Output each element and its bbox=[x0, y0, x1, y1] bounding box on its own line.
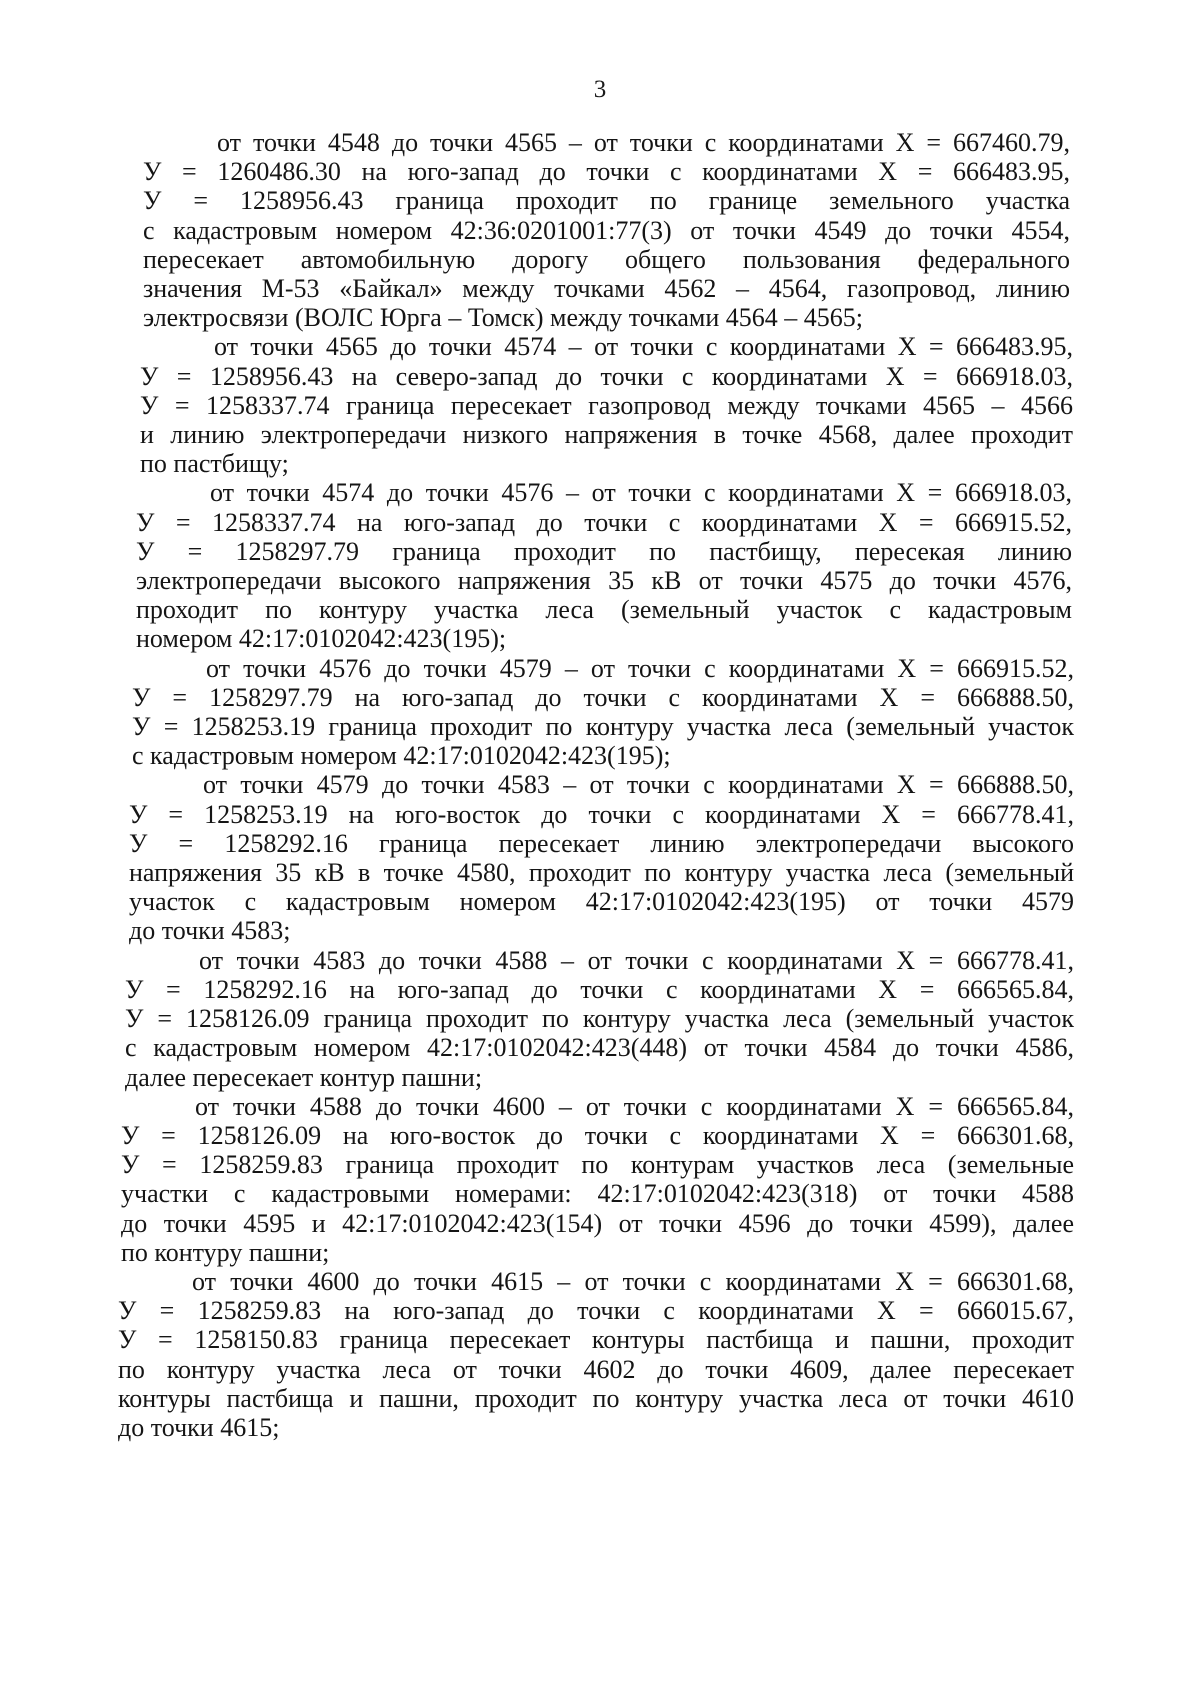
text-line: У = 1258337.74 граница пересекает газопровод между точками 4565 – 4566 bbox=[140, 390, 1073, 420]
text-line: У = 1258956.43 на северо-запад до точки с координатами Х = 666918.03, bbox=[140, 361, 1073, 391]
text-line: с кадастровым номером 42:17:0102042:423(195); bbox=[132, 741, 671, 771]
text-line: значения М-53 «Байкал» между точками 4562 – 4564, газопровод, линию bbox=[143, 274, 1070, 304]
text-line: по контуру пашни; bbox=[121, 1237, 330, 1267]
boundary-paragraph-4588-4600 bbox=[0, 1092, 1200, 1267]
page-number: 3 bbox=[593, 76, 607, 103]
text-line: от точки 4583 до точки 4588 – от точки с координатами Х = 666778.41, bbox=[199, 945, 1074, 975]
boundary-paragraph-4565-4574 bbox=[0, 332, 1200, 478]
text-line: электропередачи высокого напряжения 35 кВ от точки 4575 до точки 4576, bbox=[136, 566, 1072, 596]
text-line: от точки 4565 до точки 4574 – от точки с координатами Х = 666483.95, bbox=[214, 332, 1073, 362]
text-line: от точки 4600 до точки 4615 – от точки с координатами Х = 666301.68, bbox=[192, 1266, 1074, 1296]
text-line: до точки 4615; bbox=[118, 1412, 280, 1442]
text-line: У = 1258297.79 на юго-запад до точки с координатами Х = 666888.50, bbox=[132, 682, 1074, 712]
text-line: У = 1258259.83 на юго-запад до точки с координатами Х = 666015.67, bbox=[118, 1296, 1074, 1326]
text-line: напряжения 35 кВ в точке 4580, проходит по контуру участка леса (земельный bbox=[129, 858, 1074, 888]
boundary-paragraph-4574-4576 bbox=[0, 478, 1200, 653]
text-line: от точки 4548 до точки 4565 – от точки с координатами Х = 667460.79, bbox=[217, 128, 1070, 157]
text-line: У = 1260486.30 на юго-запад до точки с координатами Х = 666483.95, bbox=[143, 157, 1070, 187]
text-line: участок с кадастровым номером 42:17:0102042:423(195) от точки 4579 bbox=[129, 887, 1074, 917]
text-line: с кадастровым номером 42:36:0201001:77(3) от точки 4549 до точки 4554, bbox=[143, 215, 1070, 245]
text-line: от точки 4576 до точки 4579 – от точки с координатами Х = 666915.52, bbox=[206, 653, 1074, 683]
text-line: проходит по контуру участка леса (земельный участок с кадастровым bbox=[136, 595, 1072, 625]
text-line: по пастбищу; bbox=[140, 449, 289, 479]
text-line: по контуру участка леса от точки 4602 до точки 4609, далее пересекает bbox=[118, 1354, 1074, 1384]
text-line: контуры пастбища и пашни, проходит по контуру участка леса от точки 4610 bbox=[118, 1383, 1074, 1413]
text-line: У = 1258956.43 граница проходит по границе земельного участка bbox=[143, 186, 1070, 216]
text-line: У = 1258297.79 граница проходит по пастбищу, пересекая линию bbox=[136, 536, 1072, 566]
text-line: У = 1258337.74 на юго-запад до точки с координатами Х = 666915.52, bbox=[136, 507, 1072, 537]
document-body bbox=[0, 128, 1200, 1442]
text-line: электросвязи (ВОЛС Юрга – Томск) между точками 4564 – 4565; bbox=[143, 303, 864, 333]
text-line: У = 1258292.16 граница пересекает линию электропередачи высокого bbox=[129, 828, 1074, 858]
boundary-paragraph-4600-4615 bbox=[0, 1267, 1200, 1442]
text-line: У = 1258253.19 граница проходит по контуру участка леса (земельный участок bbox=[132, 712, 1074, 742]
boundary-paragraph-4583-4588 bbox=[0, 946, 1200, 1092]
text-line: и линию электропередачи низкого напряжения в точке 4568, далее проходит bbox=[140, 420, 1073, 450]
text-line: У = 1258150.83 граница пересекает контуры пастбища и пашни, проходит bbox=[118, 1325, 1074, 1355]
text-line: далее пересекает контур пашни; bbox=[125, 1062, 483, 1092]
boundary-paragraph-4576-4579 bbox=[0, 654, 1200, 771]
boundary-paragraph-4579-4583 bbox=[0, 770, 1200, 945]
text-line: номером 42:17:0102042:423(195); bbox=[136, 624, 507, 654]
text-line: участки с кадастровыми номерами: 42:17:0102042:423(318) от точки 4588 bbox=[121, 1179, 1074, 1209]
text-line: У = 1258292.16 на юго-запад до точки с координатами Х = 666565.84, bbox=[125, 974, 1074, 1004]
text-line: от точки 4579 до точки 4583 – от точки с координатами Х = 666888.50, bbox=[203, 770, 1074, 800]
text-line: У = 1258126.09 граница проходит по контуру участка леса (земельный участок bbox=[125, 1004, 1074, 1034]
text-line: с кадастровым номером 42:17:0102042:423(448) от точки 4584 до точки 4586, bbox=[125, 1033, 1074, 1063]
text-line: У = 1258259.83 граница проходит по контурам участков леса (земельные bbox=[121, 1150, 1074, 1180]
text-line: от точки 4574 до точки 4576 – от точки с координатами Х = 666918.03, bbox=[210, 478, 1072, 508]
text-line: У = 1258126.09 на юго-восток до точки с координатами Х = 666301.68, bbox=[121, 1120, 1074, 1150]
text-line: У = 1258253.19 на юго-восток до точки с координатами Х = 666778.41, bbox=[129, 799, 1074, 829]
text-line: до точки 4583; bbox=[129, 916, 291, 946]
text-line: до точки 4595 и 42:17:0102042:423(154) от точки 4596 до точки 4599), далее bbox=[121, 1208, 1074, 1238]
boundary-paragraph-4548-4565 bbox=[0, 128, 1200, 332]
text-line: пересекает автомобильную дорогу общего пользования федерального bbox=[143, 244, 1070, 274]
text-line: от точки 4588 до точки 4600 – от точки с координатами Х = 666565.84, bbox=[195, 1091, 1074, 1121]
